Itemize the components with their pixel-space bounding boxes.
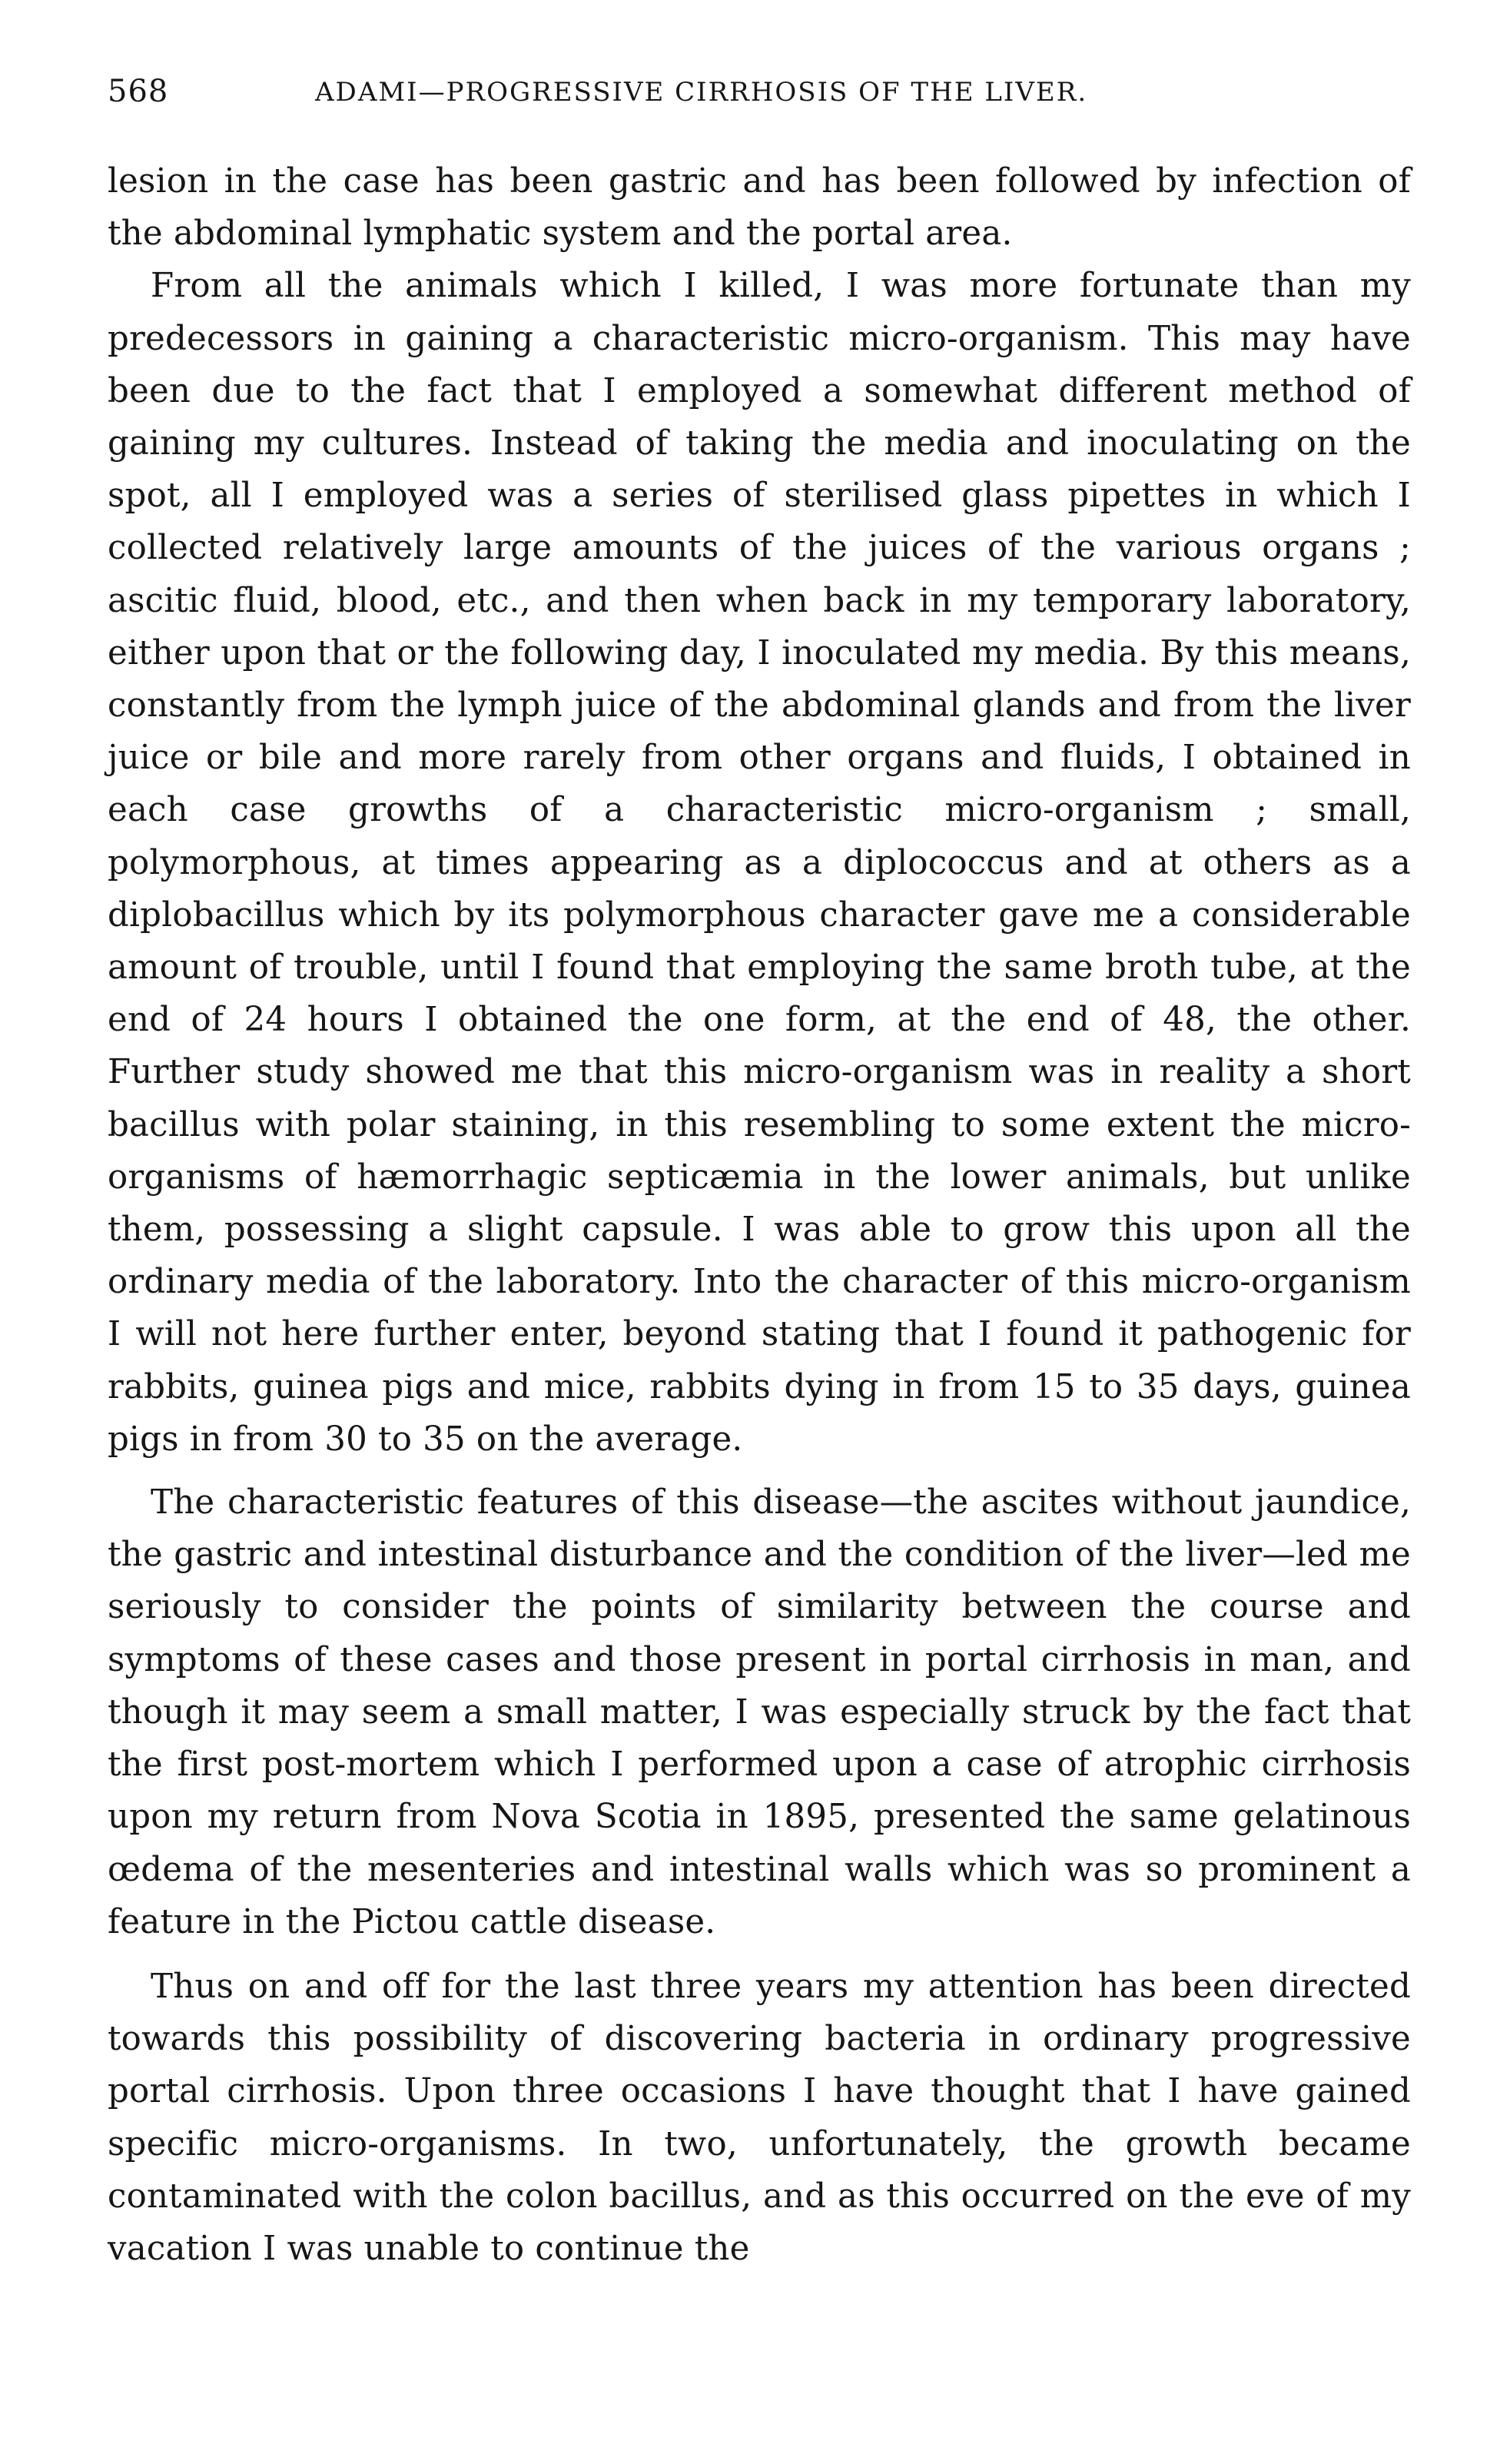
paragraph-disease-features: The characteristic features of this disease—the ascites without jaundice, the gastric and intestinal disturbance and the condition of the liver—led me seriously to consider the points of similarity between the course and symptoms of these cases and those present in portal cirrhosis in man, and though it may seem a small matter, I was especially struck by the fact that the first post-mortem which I performed upon a case of atrophic cirrhosis upon my return from Nova Scotia in 1895, presented the same gelatinous œdema of the mesenteries and intestinal walls which was so prominent a feature in the Pictou cattle disease. — [108, 1483, 1411, 1941]
page-number: 568 — [108, 74, 169, 109]
paragraph-bacteria-search: Thus on and off for the last three years my attention has been directed towards this possibility of discovering bacteria in ordinary progressive portal cirrhosis. Upon three occasions I have thought that I have gained specific micro-organisms. In two, unfortunately, the growth became contaminated with the colon bacillus, and as this occurred on the eve of my vacation I was unable to continue the — [108, 1967, 1411, 2268]
paragraph-continued: lesion in the case has been gastric and has been followed by infection of the abdominal lymphatic system and the portal area. — [108, 162, 1411, 254]
running-title: ADAMI—PROGRESSIVE CIRRHOSIS OF THE LIVER. — [315, 77, 1088, 108]
body-text — [108, 155, 1411, 2275]
paragraph-culture-method: From all the animals which I killed, I was more fortunate than my predecessors in gaining a characteristic micro-organism. This may have been due to the fact that I employed a somewhat different method of gaining my cultures. Instead of taking the media and inoculating on the spot, all I employed was a series of sterilised glass pipettes in which I collected relatively large amounts of the juices of the various organs ; ascitic fluid, blood, etc., and then when back in my temporary laboratory, either upon that or the following day, I inoculated my media. By this means, constantly from the lymph juice of the abdominal glands and from the liver juice or bile and more rarely from other organs and fluids, I obtained in each case growths of a characteristic micro-organism ; small, polymorphous, at times appearing as a diplococcus and at others as a diplobacillus which by its polymorphous character gave me a considerable amount of trouble, until I found that employing the same broth tube, at the end of 24 hours I obtained the one form, at the end of 48, the other. Further study showed me that this micro-organism was in reality a short bacillus with polar staining, in this resembling to some extent the micro-organisms of hæmorrhagic septicæmia in the lower animals, but unlike them, possessing a slight capsule. I was able to grow this upon all the ordinary media of the laboratory. Into the character of this micro-organism I will not here further enter, beyond stating that I found it pathogenic for rabbits, guinea pigs and mice, rabbits dying in from 15 to 35 days, guinea pigs in from 30 to 35 on the average. — [108, 267, 1411, 1459]
running-head — [108, 74, 1414, 135]
